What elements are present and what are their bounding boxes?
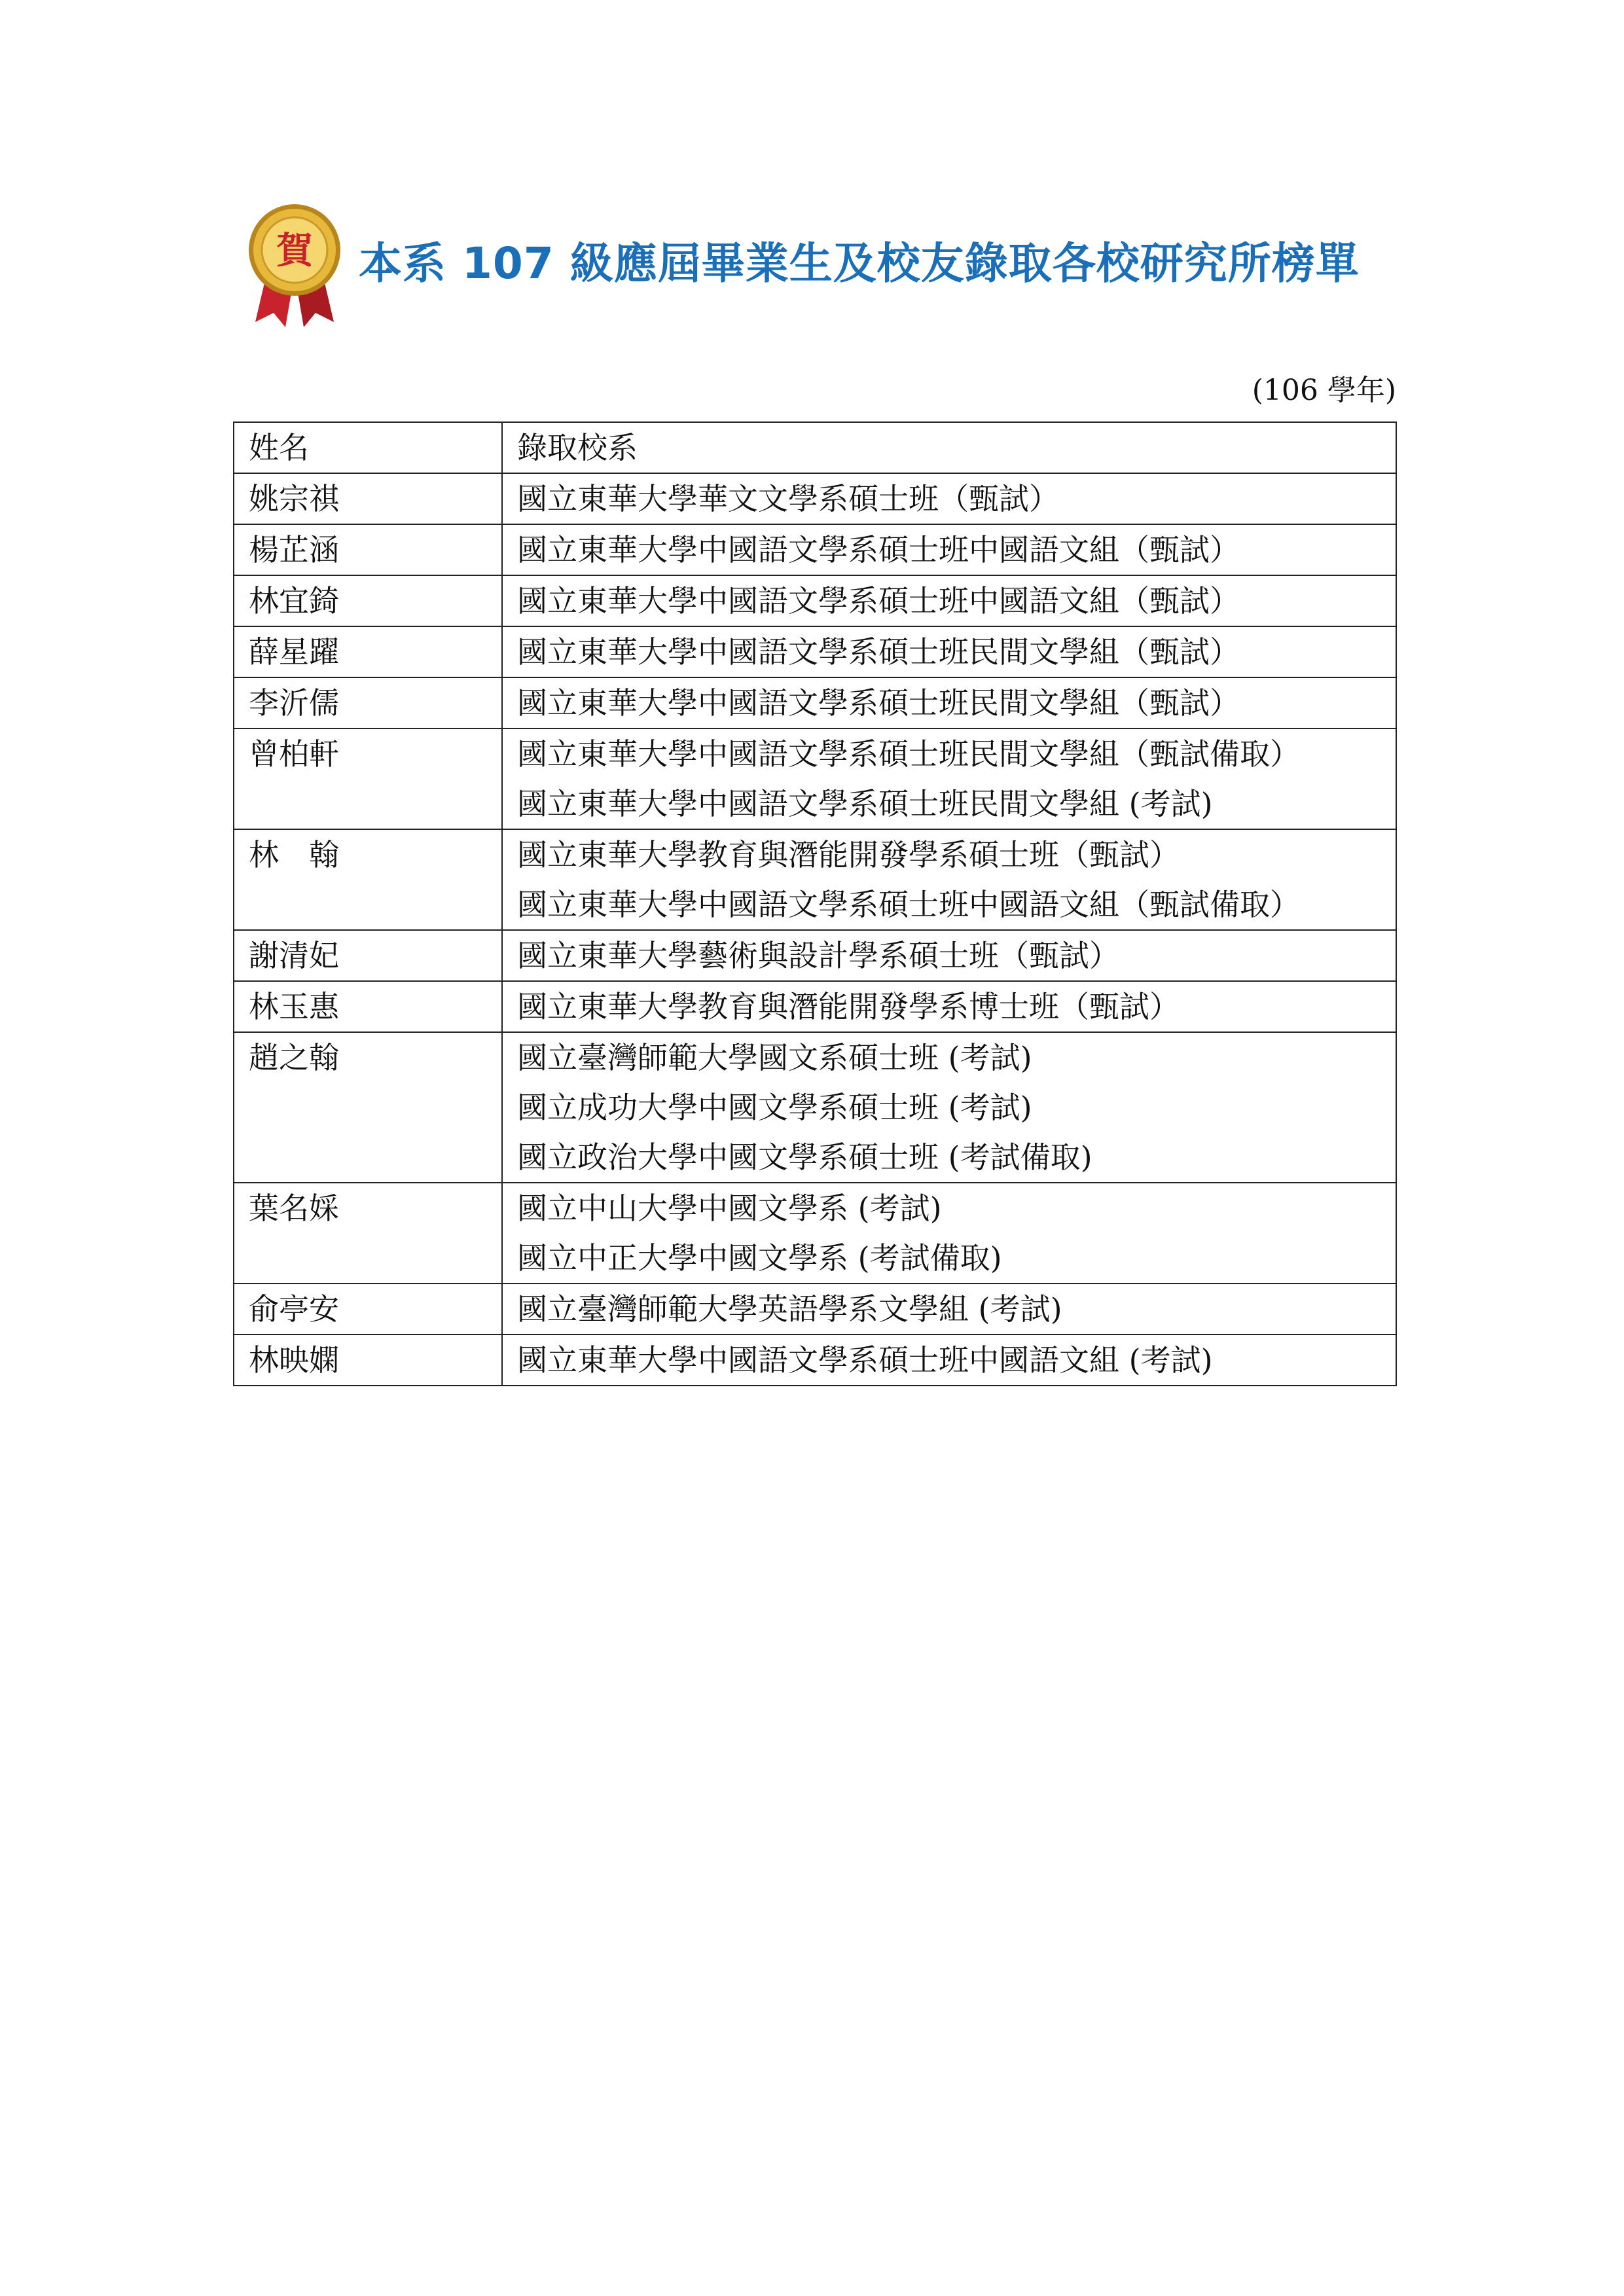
table-row xyxy=(234,829,1396,930)
admitted-programs xyxy=(502,728,1396,829)
table-row xyxy=(234,524,1396,575)
header-name: 姓名 xyxy=(234,422,502,473)
medal-character: 賀 xyxy=(276,230,313,272)
admitted-program: 國立臺灣師範大學英語學系文學組 (考試) xyxy=(517,1291,1062,1327)
table-row xyxy=(234,728,1396,829)
admitted-programs xyxy=(502,1283,1396,1335)
congratulations-medal-icon xyxy=(242,203,347,327)
admitted-programs xyxy=(502,473,1396,524)
admitted-program: 國立東華大學中國語文學系碩士班民間文學組（甄試） xyxy=(517,685,1240,721)
table-row xyxy=(234,677,1396,728)
student-name: 林 翰 xyxy=(234,829,502,930)
admitted-program: 國立東華大學中國語文學系碩士班民間文學組（甄試） xyxy=(517,634,1240,670)
admitted-programs xyxy=(502,1183,1396,1283)
admitted-programs xyxy=(502,677,1396,728)
admitted-program: 國立臺灣師範大學國文系碩士班 (考試) xyxy=(517,1040,1032,1075)
admitted-program: 國立政治大學中國文學系碩士班 (考試備取) xyxy=(517,1139,1092,1175)
student-name: 謝清妃 xyxy=(234,930,502,981)
student-name: 趙之翰 xyxy=(234,1032,502,1183)
header-program: 錄取校系 xyxy=(502,422,1396,473)
admitted-program: 國立中山大學中國文學系 (考試) xyxy=(517,1191,942,1226)
admitted-program: 國立東華大學中國語文學系碩士班中國語文組（甄試） xyxy=(517,532,1240,567)
table-row xyxy=(234,626,1396,677)
student-name: 楊芷涵 xyxy=(234,524,502,575)
admitted-programs xyxy=(502,829,1396,930)
table-header-row xyxy=(234,422,1396,473)
table-row xyxy=(234,1335,1396,1386)
student-name: 林映嫻 xyxy=(234,1335,502,1386)
admitted-program: 國立中正大學中國文學系 (考試備取) xyxy=(517,1240,1002,1276)
admitted-program: 國立東華大學中國語文學系碩士班中國語文組（甄試備取） xyxy=(517,887,1300,922)
admitted-programs xyxy=(502,981,1396,1032)
admitted-program: 國立東華大學中國語文學系碩士班民間文學組（甄試備取） xyxy=(517,736,1300,772)
admitted-program: 國立東華大學中國語文學系碩士班中國語文組 (考試) xyxy=(517,1342,1213,1378)
student-name: 李沂儒 xyxy=(234,677,502,728)
table-row xyxy=(234,1283,1396,1335)
admitted-program: 國立東華大學中國語文學系碩士班中國語文組（甄試） xyxy=(517,583,1240,619)
table-row xyxy=(234,575,1396,626)
admitted-program: 國立東華大學教育與潛能開發學系博士班（甄試） xyxy=(517,989,1180,1024)
student-name: 林玉惠 xyxy=(234,981,502,1032)
admitted-programs xyxy=(502,626,1396,677)
admitted-programs xyxy=(502,524,1396,575)
page-title: 本系 107 級應屆畢業生及校友錄取各校研究所榜單 xyxy=(359,238,1360,289)
table-row xyxy=(234,981,1396,1032)
student-name: 林宜錡 xyxy=(234,575,502,626)
student-name: 曾柏軒 xyxy=(234,728,502,829)
student-name: 姚宗祺 xyxy=(234,473,502,524)
admitted-programs xyxy=(502,575,1396,626)
admitted-program: 國立東華大學教育與潛能開發學系碩士班（甄試） xyxy=(517,837,1180,872)
table-row xyxy=(234,1183,1396,1283)
admitted-program: 國立東華大學藝術與設計學系碩士班（甄試） xyxy=(517,938,1119,973)
student-name: 葉名婇 xyxy=(234,1183,502,1283)
admitted-program: 國立東華大學華文文學系碩士班（甄試） xyxy=(517,481,1059,516)
admitted-program: 國立東華大學中國語文學系碩士班民間文學組 (考試) xyxy=(517,786,1213,821)
admission-table xyxy=(233,422,1397,1386)
admitted-program: 國立成功大學中國文學系碩士班 (考試) xyxy=(517,1090,1032,1125)
student-name: 薛星躍 xyxy=(234,626,502,677)
table-row xyxy=(234,930,1396,981)
student-name: 俞亭安 xyxy=(234,1283,502,1335)
table-row xyxy=(234,1032,1396,1183)
admitted-programs xyxy=(502,930,1396,981)
admitted-programs xyxy=(502,1335,1396,1386)
table-row xyxy=(234,473,1396,524)
academic-year-label: (106 學年) xyxy=(1252,374,1396,407)
admitted-programs xyxy=(502,1032,1396,1183)
